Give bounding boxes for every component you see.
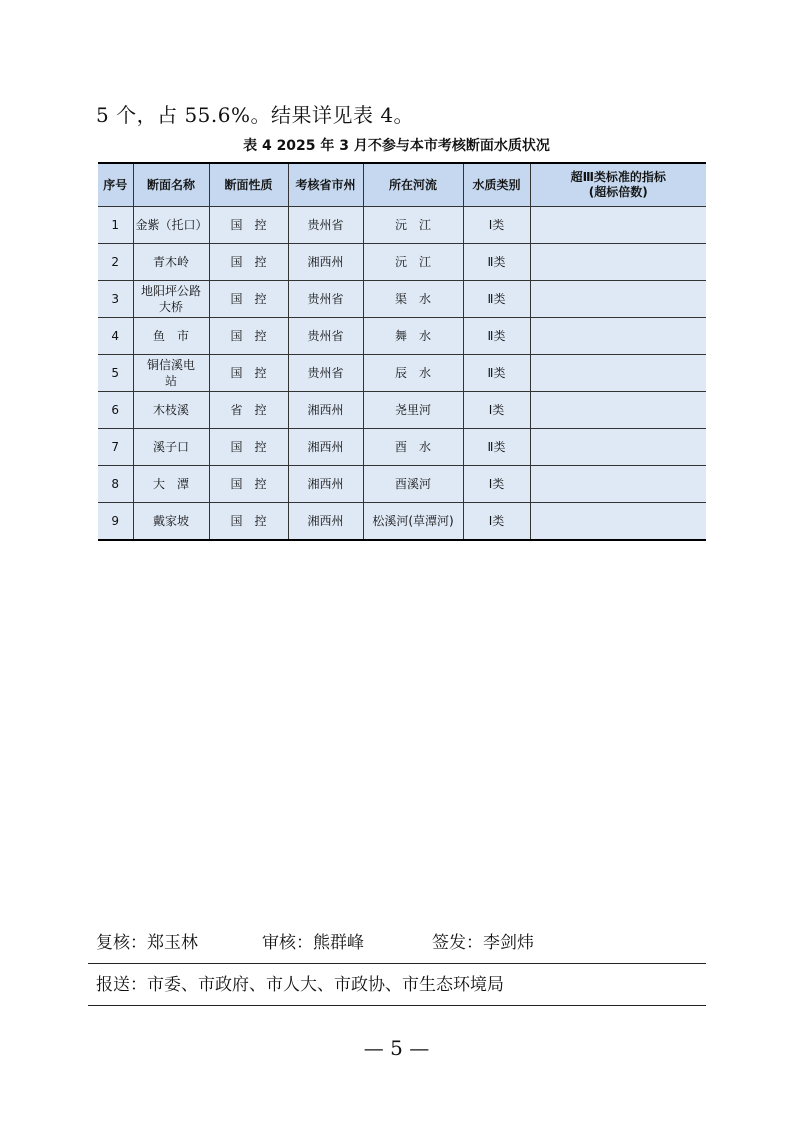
- cell-river: 酉溪河: [363, 466, 463, 503]
- cell-nature: 国 控: [209, 318, 288, 355]
- cell-water-class: Ⅱ类: [463, 244, 530, 281]
- cell-name: 地阳坪公路大桥: [133, 281, 209, 318]
- header-exceed-line1: 超Ⅲ类标准的指标: [570, 170, 666, 184]
- table-row: [98, 244, 706, 281]
- cell-idx: 7: [98, 429, 133, 466]
- table-row: [98, 503, 706, 541]
- intro-text: 5 个，占 55.6%。结果详见表 4。: [96, 103, 415, 127]
- cell-nature: 国 控: [209, 281, 288, 318]
- cell-river: 尧里河: [363, 392, 463, 429]
- cell-exceed: [530, 318, 706, 355]
- cell-river: 沅 江: [363, 244, 463, 281]
- table-row: [98, 392, 706, 429]
- cell-idx: 4: [98, 318, 133, 355]
- cell-name: 戴家坡: [133, 503, 209, 541]
- reviewer-text: 复核：郑玉林: [96, 933, 198, 953]
- cell-province-city: 贵州省: [288, 355, 363, 392]
- cell-province-city: 湘西州: [288, 392, 363, 429]
- water-quality-table: [98, 162, 706, 541]
- cell-name: 鱼 市: [133, 318, 209, 355]
- cell-water-class: Ⅱ类: [463, 318, 530, 355]
- cell-nature: 国 控: [209, 207, 288, 244]
- cell-water-class: Ⅰ类: [463, 392, 530, 429]
- cell-water-class: Ⅰ类: [463, 207, 530, 244]
- cell-river: 松溪河(草潭河): [363, 503, 463, 541]
- cell-water-class: Ⅰ类: [463, 503, 530, 541]
- table-row: [98, 207, 706, 244]
- cell-province-city: 湘西州: [288, 244, 363, 281]
- cell-province-city: 湘西州: [288, 503, 363, 541]
- distribution-text: 报送：市委、市政府、市人大、市政协、市生态环境局: [96, 975, 504, 995]
- cell-nature: 国 控: [209, 244, 288, 281]
- cell-exceed: [530, 392, 706, 429]
- cell-province-city: 湘西州: [288, 429, 363, 466]
- cell-river: 酉 水: [363, 429, 463, 466]
- table-row: [98, 355, 706, 392]
- divider-upper: [88, 963, 706, 964]
- cell-nature: 省 控: [209, 392, 288, 429]
- cell-exceed: [530, 207, 706, 244]
- header-province-city: 考核省市州: [288, 163, 363, 207]
- header-exceed-line2: (超标倍数): [588, 185, 648, 199]
- cell-name: 木枝溪: [133, 392, 209, 429]
- cell-exceed: [530, 466, 706, 503]
- page-number: — 5 —: [363, 1036, 430, 1060]
- cell-nature: 国 控: [209, 503, 288, 541]
- cell-idx: 3: [98, 281, 133, 318]
- header-exceed: [530, 163, 706, 207]
- cell-province-city: 贵州省: [288, 318, 363, 355]
- cell-river: 沅 江: [363, 207, 463, 244]
- table-row: [98, 318, 706, 355]
- cell-idx: 5: [98, 355, 133, 392]
- table-row: [98, 281, 706, 318]
- table-title: 表 4 2025 年 3 月不参与本市考核断面水质状况: [243, 138, 550, 154]
- cell-name: 溪子口: [133, 429, 209, 466]
- cell-name: 金紫（托口）: [133, 207, 209, 244]
- cell-province-city: 湘西州: [288, 466, 363, 503]
- cell-water-class: Ⅱ类: [463, 355, 530, 392]
- cell-name: 铜信溪电 站: [133, 355, 209, 392]
- cell-exceed: [530, 503, 706, 541]
- header-idx: 序号: [98, 163, 133, 207]
- cell-exceed: [530, 429, 706, 466]
- header-name: 断面名称: [133, 163, 209, 207]
- header-nature: 断面性质: [209, 163, 288, 207]
- table-row: [98, 466, 706, 503]
- cell-name: 大 潭: [133, 466, 209, 503]
- header-river: 所在河流: [363, 163, 463, 207]
- cell-water-class: Ⅱ类: [463, 281, 530, 318]
- header-water-class: 水质类别: [463, 163, 530, 207]
- cell-province-city: 贵州省: [288, 207, 363, 244]
- cell-exceed: [530, 244, 706, 281]
- cell-nature: 国 控: [209, 355, 288, 392]
- divider-lower: [88, 1005, 706, 1006]
- issuer-text: 签发：李剑炜: [432, 933, 534, 953]
- auditor-text: 审核：熊群峰: [262, 933, 364, 953]
- cell-idx: 1: [98, 207, 133, 244]
- cell-river: 舞 水: [363, 318, 463, 355]
- cell-water-class: Ⅱ类: [463, 429, 530, 466]
- cell-idx: 9: [98, 503, 133, 541]
- cell-idx: 6: [98, 392, 133, 429]
- cell-nature: 国 控: [209, 466, 288, 503]
- cell-province-city: 贵州省: [288, 281, 363, 318]
- cell-water-class: Ⅰ类: [463, 466, 530, 503]
- cell-idx: 8: [98, 466, 133, 503]
- cell-exceed: [530, 281, 706, 318]
- cell-exceed: [530, 355, 706, 392]
- signoff-line: [96, 931, 534, 955]
- cell-idx: 2: [98, 244, 133, 281]
- cell-name: 青木岭: [133, 244, 209, 281]
- table-row: [98, 429, 706, 466]
- cell-river: 渠 水: [363, 281, 463, 318]
- cell-river: 辰 水: [363, 355, 463, 392]
- table-header-row: [98, 163, 706, 207]
- cell-nature: 国 控: [209, 429, 288, 466]
